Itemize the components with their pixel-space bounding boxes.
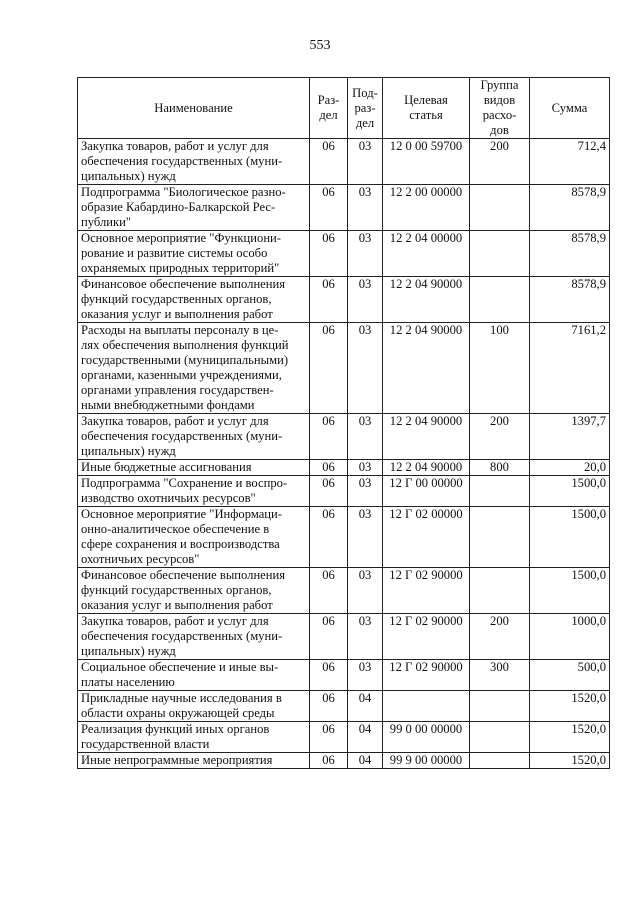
row-podrazdel-cell: 04	[348, 753, 383, 769]
row-group-cell: 800	[470, 460, 530, 476]
row-article-cell: 12 Г 02 00000	[383, 507, 470, 568]
row-article-cell	[383, 691, 470, 722]
row-sum-cell: 1520,0	[530, 753, 610, 769]
row-sum-cell: 1000,0	[530, 614, 610, 660]
row-name-cell: Иные непрограммные мероприятия	[78, 753, 310, 769]
row-name-cell: Основное мероприятие "Информаци- онно-аналитическое обеспечение в сфере сохранения и воспроизводства охотничьих ресурсов"	[78, 507, 310, 568]
row-article-cell: 12 2 04 90000	[383, 323, 470, 414]
row-podrazdel-cell: 03	[348, 414, 383, 460]
table-row	[78, 323, 610, 414]
row-article-cell: 12 0 00 59700	[383, 139, 470, 185]
row-group-cell	[470, 568, 530, 614]
row-podrazdel-cell: 03	[348, 460, 383, 476]
row-sum-cell: 500,0	[530, 660, 610, 691]
row-group-cell	[470, 476, 530, 507]
table-row	[78, 507, 610, 568]
row-article-cell: 12 2 00 00000	[383, 185, 470, 231]
table-row	[78, 614, 610, 660]
row-group-cell: 200	[470, 414, 530, 460]
row-name-cell: Прикладные научные исследования в области охраны окружающей среды	[78, 691, 310, 722]
table-row	[78, 231, 610, 277]
row-sum-cell: 8578,9	[530, 185, 610, 231]
row-podrazdel-cell: 03	[348, 231, 383, 277]
row-article-cell: 99 9 00 00000	[383, 753, 470, 769]
row-sum-cell: 712,4	[530, 139, 610, 185]
row-sum-cell: 8578,9	[530, 231, 610, 277]
row-podrazdel-cell: 03	[348, 185, 383, 231]
row-group-cell	[470, 722, 530, 753]
row-name-cell: Финансовое обеспечение выполнения функций государственных органов, оказания услуг и выполнения работ	[78, 277, 310, 323]
row-razdel-cell: 06	[310, 185, 348, 231]
row-sum-cell: 1520,0	[530, 691, 610, 722]
table-row	[78, 139, 610, 185]
table-row	[78, 460, 610, 476]
row-group-cell	[470, 691, 530, 722]
row-podrazdel-cell: 03	[348, 507, 383, 568]
row-group-cell	[470, 753, 530, 769]
header-razdel: Раз- дел	[310, 78, 348, 139]
row-podrazdel-cell: 03	[348, 139, 383, 185]
row-article-cell: 12 2 04 90000	[383, 414, 470, 460]
row-razdel-cell: 06	[310, 323, 348, 414]
table-row	[78, 185, 610, 231]
row-razdel-cell: 06	[310, 139, 348, 185]
row-name-cell: Основное мероприятие "Функциони- рование и развитие системы особо охраняемых природных территорий"	[78, 231, 310, 277]
row-sum-cell: 20,0	[530, 460, 610, 476]
row-razdel-cell: 06	[310, 476, 348, 507]
row-name-cell: Социальное обеспечение и иные вы- платы населению	[78, 660, 310, 691]
row-group-cell	[470, 185, 530, 231]
row-sum-cell: 1397,7	[530, 414, 610, 460]
row-razdel-cell: 06	[310, 660, 348, 691]
row-group-cell	[470, 277, 530, 323]
row-podrazdel-cell: 03	[348, 476, 383, 507]
row-name-cell: Реализация функций иных органов государственной власти	[78, 722, 310, 753]
row-article-cell: 12 Г 02 90000	[383, 614, 470, 660]
row-group-cell: 200	[470, 139, 530, 185]
row-article-cell: 12 2 04 00000	[383, 231, 470, 277]
row-sum-cell: 8578,9	[530, 277, 610, 323]
row-group-cell: 200	[470, 614, 530, 660]
table-row	[78, 753, 610, 769]
row-article-cell: 12 Г 02 90000	[383, 568, 470, 614]
table-row	[78, 691, 610, 722]
row-razdel-cell: 06	[310, 231, 348, 277]
row-podrazdel-cell: 04	[348, 722, 383, 753]
row-name-cell: Финансовое обеспечение выполнения функций государственных органов, оказания услуг и выполнения работ	[78, 568, 310, 614]
row-razdel-cell: 06	[310, 614, 348, 660]
header-article: Целевая статья	[383, 78, 470, 139]
row-article-cell: 99 0 00 00000	[383, 722, 470, 753]
table-row	[78, 414, 610, 460]
row-name-cell: Подпрограмма "Биологическое разно- образие Кабардино-Балкарской Рес- публики"	[78, 185, 310, 231]
row-name-cell: Расходы на выплаты персоналу в це- лях обеспечения выполнения функций государственными (муниципальными) органами, казенными учреждениями, органами управления государствен- ными внебюджетными фондами	[78, 323, 310, 414]
row-razdel-cell: 06	[310, 460, 348, 476]
row-name-cell: Закупка товаров, работ и услуг для обеспечения государственных (муни- ципальных) нужд	[78, 614, 310, 660]
header-podrazdel: Под- раз- дел	[348, 78, 383, 139]
row-podrazdel-cell: 04	[348, 691, 383, 722]
row-article-cell: 12 2 04 90000	[383, 460, 470, 476]
row-article-cell: 12 2 04 90000	[383, 277, 470, 323]
budget-table	[77, 77, 610, 769]
row-sum-cell: 1500,0	[530, 476, 610, 507]
row-podrazdel-cell: 03	[348, 277, 383, 323]
row-razdel-cell: 06	[310, 507, 348, 568]
row-group-cell	[470, 231, 530, 277]
row-razdel-cell: 06	[310, 568, 348, 614]
row-podrazdel-cell: 03	[348, 323, 383, 414]
row-sum-cell: 7161,2	[530, 323, 610, 414]
row-article-cell: 12 Г 02 90000	[383, 660, 470, 691]
row-razdel-cell: 06	[310, 414, 348, 460]
table-row	[78, 660, 610, 691]
header-name: Наименование	[78, 78, 310, 139]
row-name-cell: Закупка товаров, работ и услуг для обеспечения государственных (муни- ципальных) нужд	[78, 139, 310, 185]
row-razdel-cell: 06	[310, 277, 348, 323]
row-razdel-cell: 06	[310, 753, 348, 769]
table-row	[78, 568, 610, 614]
row-group-cell	[470, 507, 530, 568]
row-razdel-cell: 06	[310, 722, 348, 753]
row-name-cell: Иные бюджетные ассигнования	[78, 460, 310, 476]
row-podrazdel-cell: 03	[348, 614, 383, 660]
table-row	[78, 277, 610, 323]
row-group-cell: 300	[470, 660, 530, 691]
header-sum: Сумма	[530, 78, 610, 139]
table-row	[78, 722, 610, 753]
row-podrazdel-cell: 03	[348, 568, 383, 614]
row-name-cell: Подпрограмма "Сохранение и воспро- изводство охотничьих ресурсов"	[78, 476, 310, 507]
row-name-cell: Закупка товаров, работ и услуг для обеспечения государственных (муни- ципальных) нужд	[78, 414, 310, 460]
row-article-cell: 12 Г 00 00000	[383, 476, 470, 507]
row-sum-cell: 1500,0	[530, 507, 610, 568]
row-sum-cell: 1520,0	[530, 722, 610, 753]
page-number: 553	[309, 38, 331, 53]
table-header-row	[78, 78, 610, 139]
row-razdel-cell: 06	[310, 691, 348, 722]
row-sum-cell: 1500,0	[530, 568, 610, 614]
table-row	[78, 476, 610, 507]
row-group-cell: 100	[470, 323, 530, 414]
header-group: Группа видов расхо- дов	[470, 78, 530, 139]
row-podrazdel-cell: 03	[348, 660, 383, 691]
